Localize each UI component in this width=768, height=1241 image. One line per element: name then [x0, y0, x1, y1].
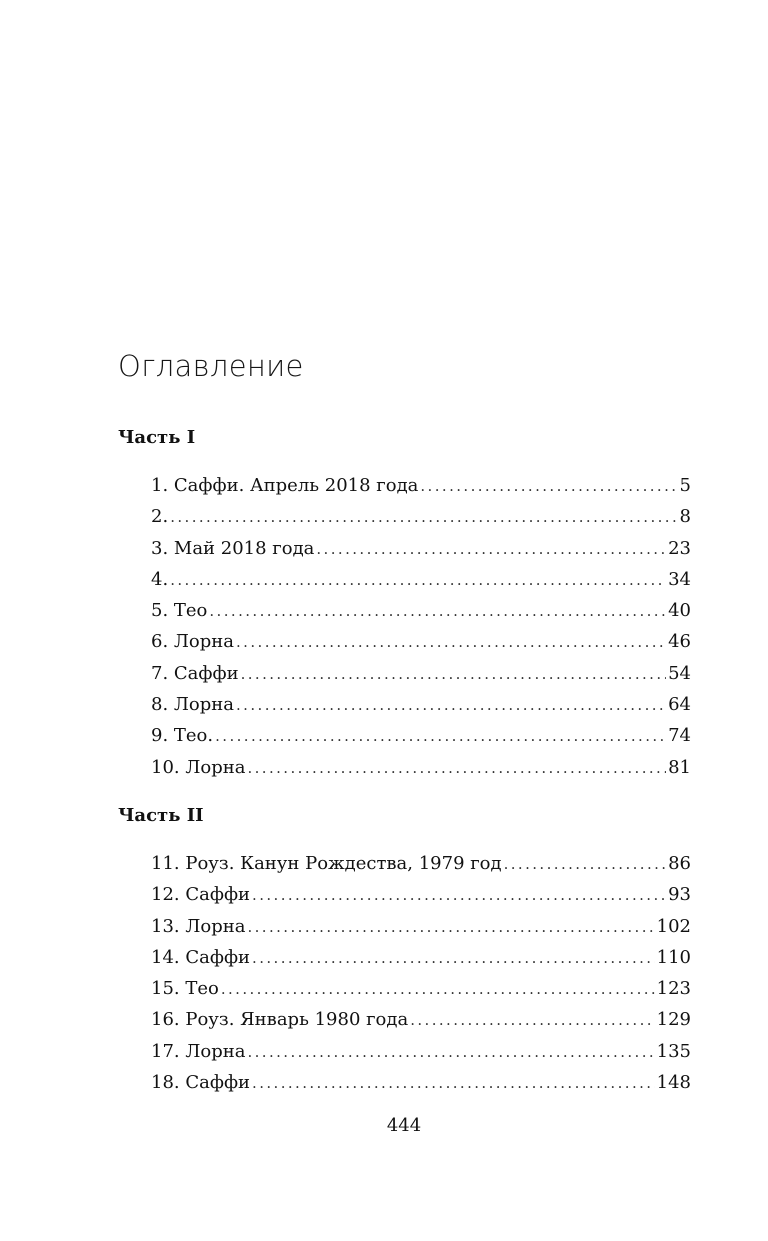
toc-entry-page: 93	[668, 884, 691, 906]
dot-leader	[215, 724, 666, 748]
dot-leader	[247, 1040, 654, 1064]
dot-leader	[170, 568, 666, 592]
toc-entry-title: 11. Роуз. Канун Рождества, 1979 год	[151, 853, 502, 874]
toc-entry[interactable]	[151, 1008, 691, 1039]
dot-leader	[252, 883, 666, 907]
toc-entry[interactable]	[151, 568, 691, 599]
toc-entry-title: 3. Май 2018 года	[151, 537, 315, 559]
toc-entry-title: 4.	[151, 568, 169, 590]
toc-entry[interactable]	[151, 883, 691, 914]
toc-entry-title: 7. Саффи	[151, 662, 239, 684]
dot-leader	[170, 505, 677, 529]
part-1-entries	[151, 474, 691, 787]
toc-entry[interactable]	[151, 505, 691, 536]
toc-entry-title: 12. Саффи	[151, 884, 251, 906]
toc-entry-page: 5	[679, 475, 691, 496]
toc-entry-page: 148	[656, 1072, 691, 1094]
part-heading-2: Часть II	[118, 805, 204, 826]
dot-leader	[247, 756, 666, 780]
toc-entry-page: 86	[668, 853, 691, 874]
toc-entry-title: 15. Тео	[151, 978, 219, 1000]
dot-leader	[504, 852, 667, 876]
toc-entry[interactable]	[151, 537, 691, 568]
part-2-entries	[151, 852, 691, 1102]
toc-entry-title: 14. Саффи	[151, 946, 251, 968]
toc-entry[interactable]	[151, 599, 691, 630]
toc-entry-page: 129	[656, 1009, 691, 1031]
part-heading-1: Часть I	[118, 427, 196, 448]
toc-entry[interactable]	[151, 977, 691, 1008]
toc-entry-page: 46	[668, 631, 691, 653]
dot-leader	[420, 474, 677, 498]
toc-entry[interactable]	[151, 630, 691, 661]
toc-entry[interactable]	[151, 693, 691, 724]
toc-entry[interactable]	[151, 915, 691, 946]
toc-entry[interactable]	[151, 724, 691, 755]
dot-leader	[252, 946, 655, 970]
dot-leader	[209, 599, 666, 623]
toc-entry-page: 74	[668, 725, 691, 747]
toc-entry-page: 40	[668, 600, 691, 622]
toc-entry-page: 54	[668, 662, 691, 684]
toc-entry[interactable]	[151, 756, 691, 787]
toc-entry-title: 8. Лорна	[151, 694, 235, 716]
toc-entry[interactable]	[151, 1040, 691, 1071]
toc-entry[interactable]	[151, 946, 691, 977]
toc-entry-title: 10. Лорна	[151, 756, 246, 778]
toc-entry-title: 5. Тео	[151, 600, 208, 622]
toc-entry-page: 135	[656, 1040, 691, 1062]
toc-entry-page: 110	[656, 946, 691, 968]
toc-entry[interactable]	[151, 474, 691, 505]
toc-title: Оглавление	[118, 349, 304, 383]
toc-entry-page: 34	[668, 568, 691, 590]
dot-leader	[316, 537, 666, 561]
toc-entry-title: 2.	[151, 506, 169, 528]
toc-entry-title: 16. Роуз. Январь 1980 года	[151, 1009, 409, 1031]
page-number: 444	[386, 1115, 422, 1136]
toc-entry-title: 1. Саффи. Апрель 2018 года	[151, 475, 419, 496]
dot-leader	[252, 1071, 655, 1095]
toc-entry-page: 23	[668, 537, 691, 559]
dot-leader	[236, 630, 666, 654]
dot-leader	[221, 977, 655, 1001]
toc-entry-page: 8	[679, 506, 691, 528]
toc-entry-page: 81	[668, 756, 691, 778]
toc-entry-title: 9. Тео.	[151, 725, 214, 747]
toc-entry-title: 13. Лорна	[151, 915, 246, 937]
toc-entry-title: 18. Саффи	[151, 1072, 251, 1094]
toc-entry[interactable]	[151, 1071, 691, 1102]
toc-entry-title: 6. Лорна	[151, 631, 235, 653]
dot-leader	[241, 662, 667, 686]
toc-entry-page: 123	[656, 978, 691, 1000]
toc-entry-page: 102	[656, 915, 691, 937]
toc-entry[interactable]	[151, 852, 691, 883]
dot-leader	[236, 693, 666, 717]
dot-leader	[410, 1008, 654, 1032]
toc-entry[interactable]	[151, 662, 691, 693]
dot-leader	[247, 915, 654, 939]
toc-entry-title: 17. Лорна	[151, 1040, 246, 1062]
toc-entry-page: 64	[668, 694, 691, 716]
